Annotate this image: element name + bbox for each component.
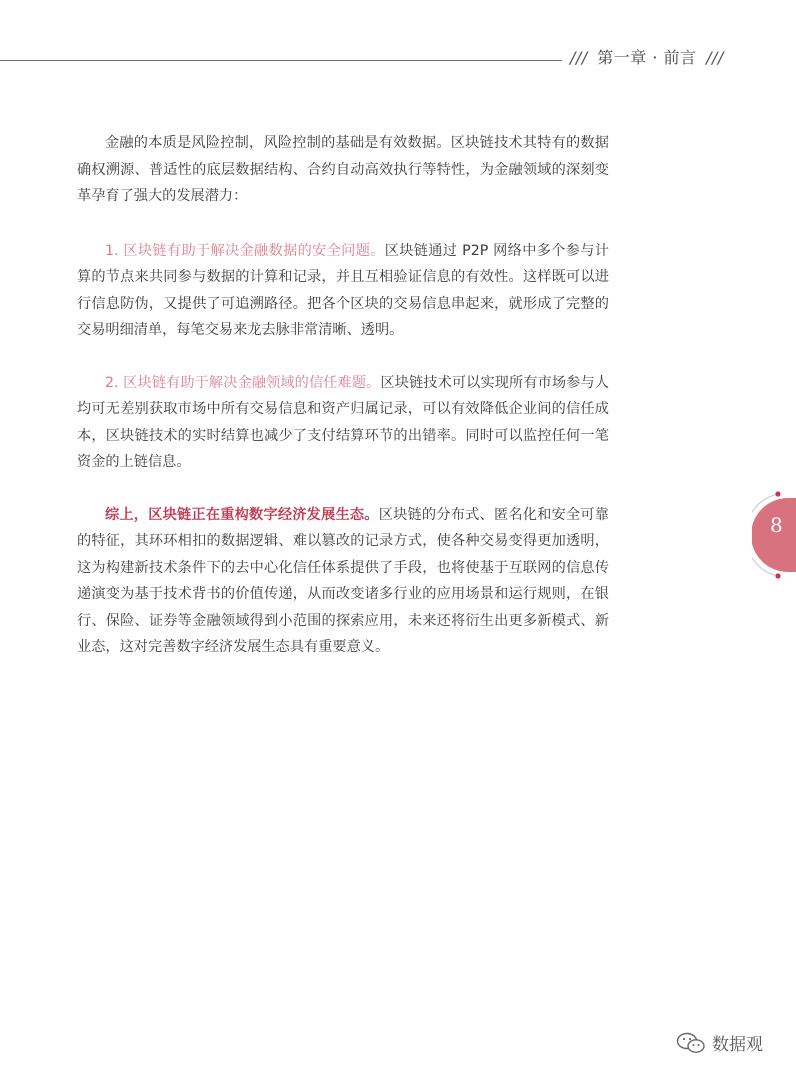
chapter-header [566, 45, 728, 68]
chapter-title: 第一章 · 前言 [597, 48, 697, 67]
paragraph-point-1 [77, 238, 609, 344]
watermark-text: 数据观 [712, 1035, 763, 1055]
point-2-body: 区块链技术可以实现所有市场参与人均可无差别获取市场中所有交易信息和资产归属记录，可以有效降低企业间的信任成本，区块链技术的实时结算也减少了支付结算环节的出错率。同时可以监控任何一笔资金的上链信息。 [77, 374, 609, 470]
point-1-body: 区块链通过 P2P 网络中多个参与计算的节点来共同参与数据的计算和记录，并且互相验证信息的有效性。这样既可以进行信息防伪，又提供了可追溯路径。把各个区块的交易信息串起来，就形成了完整的交易明细清单，每笔交易来龙去脉非常清晰、透明。 [77, 242, 609, 338]
body-text [77, 130, 609, 687]
header-slashes-right: /// [706, 48, 724, 67]
wechat-icon [676, 1031, 706, 1055]
summary-heading: 综上，区块链正在重构数字经济发展生态。 [105, 506, 379, 523]
watermark [676, 1030, 763, 1055]
paragraph-intro: 金融的本质是风险控制，风险控制的基础是有效数据。区块链技术其特有的数据确权溯源、普适性的底层数据结构、合约自动高效执行等特性，为金融领域的深刻变革孕育了强大的发展潜力： [77, 135, 609, 204]
paragraph-summary [77, 502, 609, 661]
paragraph-point-2 [77, 370, 609, 476]
point-2-heading: 2. 区块链有助于解决金融领域的信任难题。 [105, 374, 381, 391]
header-slashes-left: /// [570, 48, 588, 67]
page-number: 8 [770, 513, 783, 537]
summary-body: 区块链的分布式、匿名化和安全可靠的特征，其环环相扣的数据逻辑、难以篡改的记录方式，使各种交易变得更加透明，这为构建新技术条件下的去中心化信任体系提供了手段，也将使基于互联网的信息传递演变为基于技术背书的价值传递，从而改变诸多行业的应用场景和运行规则，在银行、保险、证券等金融领域得到小范围的探索应用，未来还将衍生出更多新模式、新业态，这对完善数字经济发展生态具有重要意义。 [77, 506, 609, 655]
header-rule [0, 60, 562, 61]
point-1-heading: 1. 区块链有助于解决金融数据的安全问题。 [105, 242, 385, 259]
